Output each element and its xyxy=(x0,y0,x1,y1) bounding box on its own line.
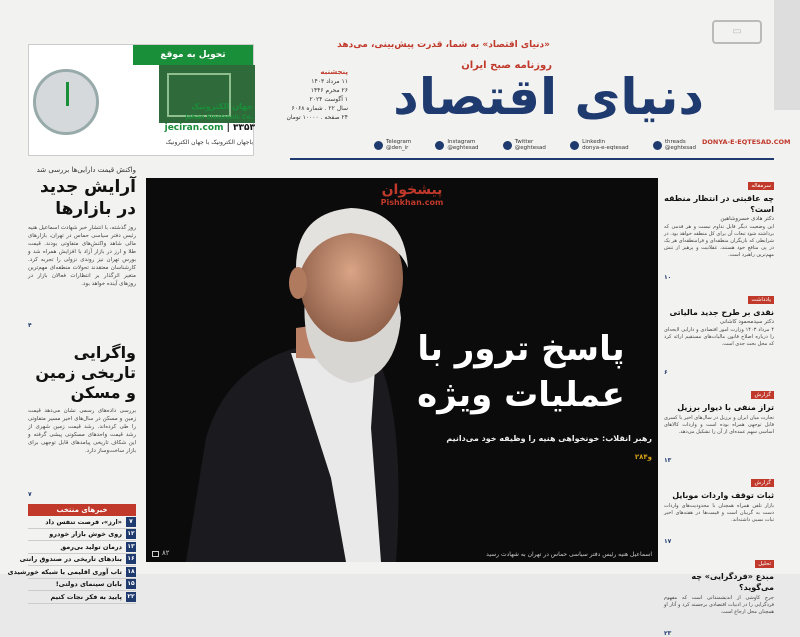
selected-news-item[interactable] xyxy=(28,541,136,554)
watermark-text: پیشخوان xyxy=(381,182,443,198)
watermark xyxy=(372,182,452,207)
selected-news-label: پایید به فکر نجات کنیم xyxy=(50,592,122,601)
page-reference: ۷ xyxy=(28,491,32,498)
page-reference: ۲۸و۴ xyxy=(634,453,652,461)
article-kicker: واکنش قیمت دارایی‌ها بررسی شد xyxy=(36,166,136,174)
social-handle: donya-e-eqtesad xyxy=(582,145,629,151)
date-block xyxy=(268,68,348,122)
selected-news-page: ۱۸ xyxy=(127,567,135,575)
ad-contact: jeciran.com | ۳۳۵۳ xyxy=(164,123,255,133)
right-column xyxy=(664,172,774,637)
site-url[interactable]: DONYA-E-EQTESAD.COM xyxy=(702,138,791,146)
social-links xyxy=(374,136,696,154)
selected-news-label: بنادهای تاریخی در صندوق رانتی xyxy=(19,555,122,564)
ad-header: تحویل به موقع xyxy=(133,45,253,65)
sidebar-article[interactable] xyxy=(664,172,774,281)
instagram-icon xyxy=(435,141,444,150)
page-reference: ۲۳ xyxy=(664,630,672,637)
selected-news-item[interactable] xyxy=(28,591,136,604)
selected-news-page: ۲۲ xyxy=(127,592,135,600)
social-instagram[interactable] xyxy=(435,136,478,154)
watermark-url: Pishkhan.com xyxy=(380,198,444,207)
corner-banner xyxy=(774,0,800,110)
article-body: تجارت میان ایران و برزیل در سال‌های اخیر با کسری قابل توجهی همراه بوده است و واردات کالاهای اساسی سهم عمده‌ای از آن را تشکیل می‌دهد. xyxy=(664,415,774,435)
page-reference: ۱۳ xyxy=(664,457,672,464)
camera-icon xyxy=(152,551,159,557)
page-reference: ۶ xyxy=(664,369,668,376)
ad-footer: باجهان الکترونیک با جهان الکترونیک xyxy=(165,139,253,146)
issue-date-line: ۲۶ محرم ۱۴۴۶ xyxy=(310,87,348,94)
article-title: چه عاقبتی در انتظار منطقه است؟ xyxy=(664,194,774,214)
ad-brand-en: Jahan Electronic Co. xyxy=(185,114,253,121)
social-name: Twitter xyxy=(514,139,534,145)
issue-date-line: ۱۱ مرداد ۱۴۰۳ xyxy=(311,78,348,85)
page-reference: ۴ xyxy=(28,322,32,329)
twitter-icon xyxy=(503,141,512,150)
social-name: threads xyxy=(664,139,686,145)
sidebar-article[interactable] xyxy=(664,469,774,545)
lead-deck: رهبر انقلاب: خونخواهی هنیه را وظیفه خود می‌دانیم xyxy=(446,434,652,443)
article-body: بررسی داده‌های رسمی نشان می‌دهد قیمت زمین و مسکن در سال‌های اخیر مسیر متفاوتی را طی کرده‌اند. رشد قیمت زمین شهری از رشد قیمت واحدهای مسکونی پیشی گرفته و این شکاف تاریخی پیامدهای قابل توجهی برای بازار ساخت‌وساز دارد. xyxy=(28,408,136,454)
section-label: یادداشت xyxy=(748,296,774,304)
social-linkedin[interactable] xyxy=(570,136,628,154)
section-label: گزارش xyxy=(751,391,774,399)
selected-news-page: ۱۶ xyxy=(127,555,135,563)
selected-news-header: خبرهای منتخب xyxy=(28,504,136,516)
section-label: تحلیل xyxy=(755,560,774,568)
article-title[interactable]: آرایش جدید در بازارها xyxy=(39,177,136,219)
sidebar-article[interactable] xyxy=(664,550,774,637)
ad-brand-fa: جهان الکترونیک xyxy=(191,102,253,111)
article-title[interactable]: واگرایی تاریخی زمین و مسکن xyxy=(35,343,136,402)
ad-brand xyxy=(123,101,253,123)
linkedin-icon xyxy=(570,141,579,150)
selected-news-list xyxy=(7,516,136,604)
article-author: دکتر هادی خسروشاهین xyxy=(720,216,774,222)
issue-price: ۲۴ صفحه . ۱۰۰۰۰ تومان xyxy=(286,114,348,121)
selected-news-item[interactable] xyxy=(19,554,136,567)
issue-day: پنجشنبه xyxy=(320,68,348,76)
selected-news-page: ۱۲ xyxy=(127,530,135,538)
sidebar-article[interactable] xyxy=(664,286,774,376)
sidebar-article[interactable] xyxy=(664,381,774,464)
masthead-rule xyxy=(290,158,774,160)
page-reference: ۱۰ xyxy=(664,274,672,281)
selected-news-label: بابان سینمای دولتی! xyxy=(55,580,122,589)
selected-news-label: تاب آوری اقلیمی با شبکه خورشیدی xyxy=(7,567,122,576)
newspaper-logo[interactable] xyxy=(304,56,704,148)
page-reference: ۱۷ xyxy=(664,538,672,545)
social-name: Telegram xyxy=(386,139,412,145)
social-name: Instagram xyxy=(447,139,476,145)
social-handle: @eghtesad xyxy=(514,145,546,151)
photo-caption: اسماعیل هنیه رئیس دفتر سیاسی حماس در تهران به شهادت رسید xyxy=(486,551,652,558)
logo-subtitle: روزنامه صبح ایران xyxy=(461,60,552,71)
selected-news-item[interactable] xyxy=(28,579,136,592)
selected-news-item[interactable] xyxy=(28,529,136,542)
article-title: مبدع «فردگرایی» چه می‌گوید؟ xyxy=(691,572,774,592)
article-author: دکتر سیدمحمود کاشانی xyxy=(719,319,774,325)
article-body: جرج کاوشی از اندیشمندانی است که مفهوم فردگرایی را در ادبیات اقتصادی برجسته کرد و آثار او همچنان محل ارجاع است. xyxy=(664,595,774,615)
social-threads[interactable] xyxy=(653,136,696,154)
ad-phone: ۳۳۵۳ xyxy=(233,123,255,133)
social-handle: @den_ir xyxy=(386,145,409,151)
app-badge-icon: ▭ xyxy=(712,20,762,44)
telegram-icon xyxy=(374,141,383,150)
article-body: روز گذشته، با انتشار خبر شهادت اسماعیل هنیه رئیس دفتر سیاسی حماس در تهران، بازارهای مالی شاهد واکنش‌های متفاوتی بودند. قیمت طلا و ارز در بازار آزاد با افزایش همراه شد و بورس تهران نیز روندی نزولی را تجربه کرد. کارشناسان معتقدند تحولات منطقه‌ای مهم‌ترین متغیر اثرگذار بر انتظارات فعالان بازار در روزهای آینده خواهد بود. xyxy=(28,225,136,287)
selected-news-label: روی خوش بازار خودرو xyxy=(49,530,122,539)
logo-text: دنیای اقتصاد xyxy=(393,68,704,126)
advertisement[interactable] xyxy=(28,44,254,156)
article-body: بازار تلفن همراه همچنان با محدودیت‌های واردات دست به گریبان است و قیمت‌ها در هفته‌های اخیر ثبات نسبی داشته‌اند. xyxy=(664,503,774,523)
social-handle: @eghtesad xyxy=(664,145,696,151)
selected-news-page: ۷ xyxy=(126,517,136,527)
selected-news-item[interactable] xyxy=(28,516,136,529)
issue-number: سال ۲۲ . شماره ۶۰۶۸ xyxy=(291,105,348,112)
social-name: Linkedin xyxy=(582,139,606,145)
stopwatch-icon xyxy=(33,69,99,135)
selected-news-label: «ارز»، فرصت تنفس داد xyxy=(45,517,122,526)
issue-date-line: ۱ آگوست ۲۰۲۴ xyxy=(309,96,348,103)
article-title: ثبات توقف واردات موبایل xyxy=(672,491,774,500)
social-twitter[interactable] xyxy=(503,136,546,154)
section-label: سرمقاله xyxy=(748,182,774,190)
article-title: تراز منفی با دیوار برزیل xyxy=(677,403,774,412)
threads-icon xyxy=(653,141,662,150)
left-column xyxy=(7,166,136,601)
lead-photo[interactable] xyxy=(146,178,658,562)
selected-news-page: ۱۳ xyxy=(127,542,135,550)
section-label: گزارش xyxy=(751,479,774,487)
social-handle: @eghtesad xyxy=(447,145,479,151)
page-number: ۸۲ xyxy=(162,549,170,557)
social-telegram[interactable] xyxy=(374,136,411,154)
selected-news-item[interactable] xyxy=(7,566,136,579)
ad-website: jeciran.com xyxy=(164,123,224,133)
article-title: نقدی بر طرح جدید مالیاتی xyxy=(669,308,774,317)
selected-news-page: ۱۵ xyxy=(127,580,135,588)
lead-headline[interactable]: پاسخ ترور با عملیات ویژه xyxy=(417,329,625,415)
article-body: این وضعیت دیگر قابل تداوم نیست و هر قدمی که برداشته شود تبعات آن برای کل منطقه خواهد بود. در شرایطی که بازیگران منطقه‌ای و فرامنطقه‌ای هر یک در پی منافع خود هستند، عقلانیت و پرهیز از تنش مهم‌ترین راهبرد است. xyxy=(664,224,774,258)
masthead-tagline: «دنیای اقتصاد» به شما، قدرت پیش‌بینی، می‌دهد xyxy=(337,40,550,50)
article-body: ۴ مرداد ۱۴۰۳ وزارت امور اقتصادی و دارایی لایحه‌ای را درباره اصلاح قانون مالیات‌های مستقیم ارائه کرد که محل بحث جدی است. xyxy=(664,327,774,347)
selected-news-label: درمان تولید بی‌رمق xyxy=(60,542,122,551)
